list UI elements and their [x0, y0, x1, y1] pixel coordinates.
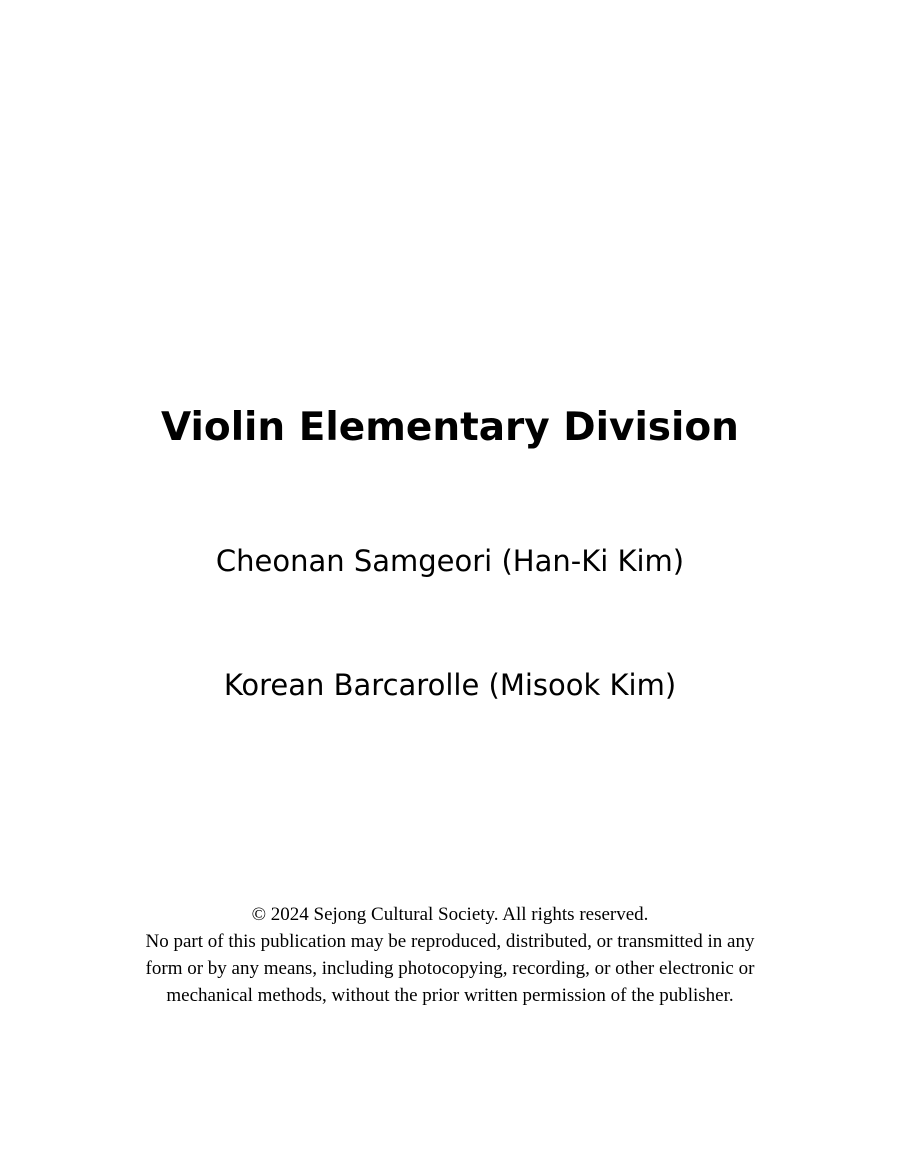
piece-title-korean-barcarolle: Korean Barcarolle (Misook Kim): [223, 668, 677, 702]
page-title: Violin Elementary Division: [161, 405, 739, 450]
copyright-line: form or by any means, including photocopying, recording, or other electronic or: [145, 958, 755, 979]
copyright-line: mechanical methods, without the prior written permission of the publisher.: [166, 985, 734, 1006]
piece-title-cheonan-samgeori: Cheonan Samgeori (Han-Ki Kim): [215, 544, 685, 578]
copyright-line: No part of this publication may be reproduced, distributed, or transmitted in any: [145, 931, 755, 952]
copyright-line: © 2024 Sejong Cultural Society. All rights reserved.: [251, 904, 649, 925]
copyright-notice: [90, 901, 810, 1009]
